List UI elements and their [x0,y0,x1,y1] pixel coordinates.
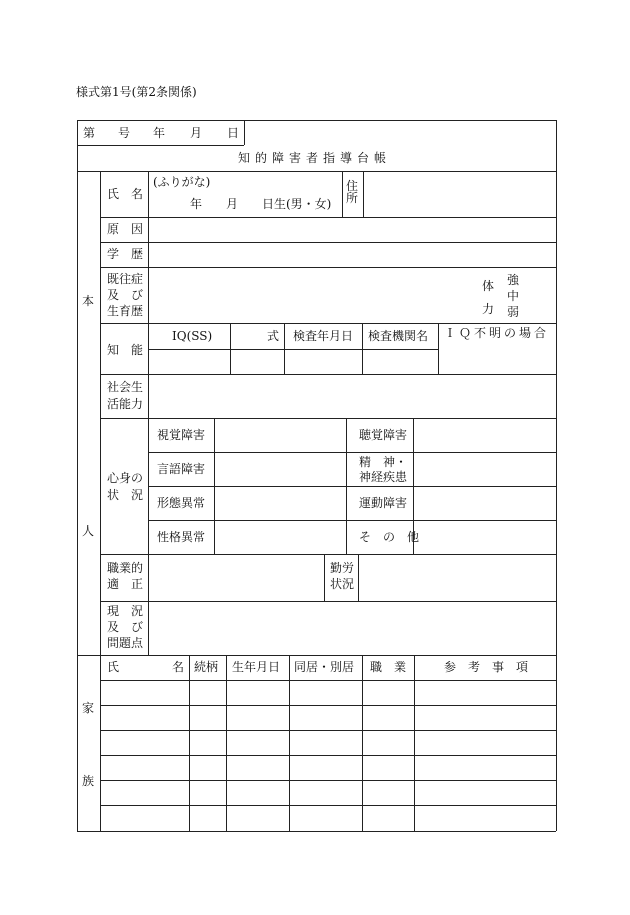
date-year-label: 年 [153,126,166,140]
other-label: そ の 他 [359,530,420,544]
family-col-relation: 続柄 [194,660,219,674]
section-family-1: 家 [82,701,95,715]
job-aptitude-label-2: 適 正 [107,577,144,591]
strength-option-weak: 弱 [507,305,520,319]
registration-no-suffix: 号 [118,126,131,140]
mental-label-1: 精 神・ [359,455,408,469]
test-method-label: 式 [267,329,280,343]
birth-date-label: 年 月 日生(男・女) [190,197,332,211]
furigana-label: (ふりがな) [153,175,211,189]
education-label: 学 歴 [107,247,144,261]
form-title: 知的障害者指導台帳 [238,151,392,165]
family-col-name-2: 名 [172,660,185,674]
social-ability-label-2: 活能力 [107,397,144,411]
family-col-birthdate: 生年月日 [232,660,281,674]
section-honnin-2: 人 [82,524,95,538]
cause-label: 原 因 [107,222,144,236]
family-row[interactable] [101,781,555,804]
history-label-2: 及 び [107,288,144,302]
iq-ss-label: IQ(SS) [172,329,213,343]
section-honnin-1: 本 [82,294,95,308]
job-aptitude-label-1: 職業的 [107,561,144,575]
hearing-impairment-label: 聴覚障害 [359,428,408,442]
motor-impairment-label: 運動障害 [359,496,408,510]
personality-anomaly-label: 性格異常 [157,530,206,544]
physical-strength-label-2: 力 [482,302,495,316]
exam-org-label: 検査機関名 [368,329,429,343]
date-day-label: 日 [227,126,240,140]
intelligence-label: 知 能 [107,343,144,357]
history-label-1: 既往症 [107,272,144,286]
history-label-3: 生育歴 [107,304,144,318]
registration-no-prefix: 第 [83,126,96,140]
family-row[interactable] [101,706,555,729]
family-row[interactable] [101,806,555,830]
family-row[interactable] [101,731,555,754]
mind-body-label-2: 状 況 [107,488,144,502]
iq-unknown-label: ＩＱ不明の場合 [444,326,550,340]
current-status-label-3: 問題点 [107,636,144,650]
social-ability-label-1: 社会生 [107,380,144,394]
family-row[interactable] [101,756,555,779]
physical-strength-label-1: 体 [482,279,495,293]
morphological-anomaly-label: 形態異常 [157,496,206,510]
date-month-label: 月 [190,126,203,140]
form-number-label: 様式第1号(第2条関係) [76,85,197,99]
family-col-cohabitation: 同居・別居 [294,660,355,674]
strength-option-medium: 中 [507,289,520,303]
address-label: 住所 [346,179,359,205]
family-col-occupation: 職 業 [370,660,407,674]
work-status-label-1: 勤労 [330,561,355,575]
work-status-label-2: 状況 [330,577,355,591]
mind-body-label-1: 心身の [107,471,144,485]
exam-date-label: 検査年月日 [293,329,354,343]
name-label: 氏 名 [107,187,144,201]
section-family-2: 族 [82,774,95,788]
family-row[interactable] [101,681,555,704]
mental-label-2: 神経疾患 [359,470,408,484]
strength-option-strong: 強 [507,273,520,287]
family-col-name-1: 氏 [107,660,120,674]
speech-impairment-label: 言語障害 [157,462,206,476]
visual-impairment-label: 視覚障害 [157,428,206,442]
family-col-notes: 参 考 事 項 [444,660,529,674]
current-status-label-1: 現 況 [107,604,144,618]
current-status-label-2: 及 び [107,620,144,634]
